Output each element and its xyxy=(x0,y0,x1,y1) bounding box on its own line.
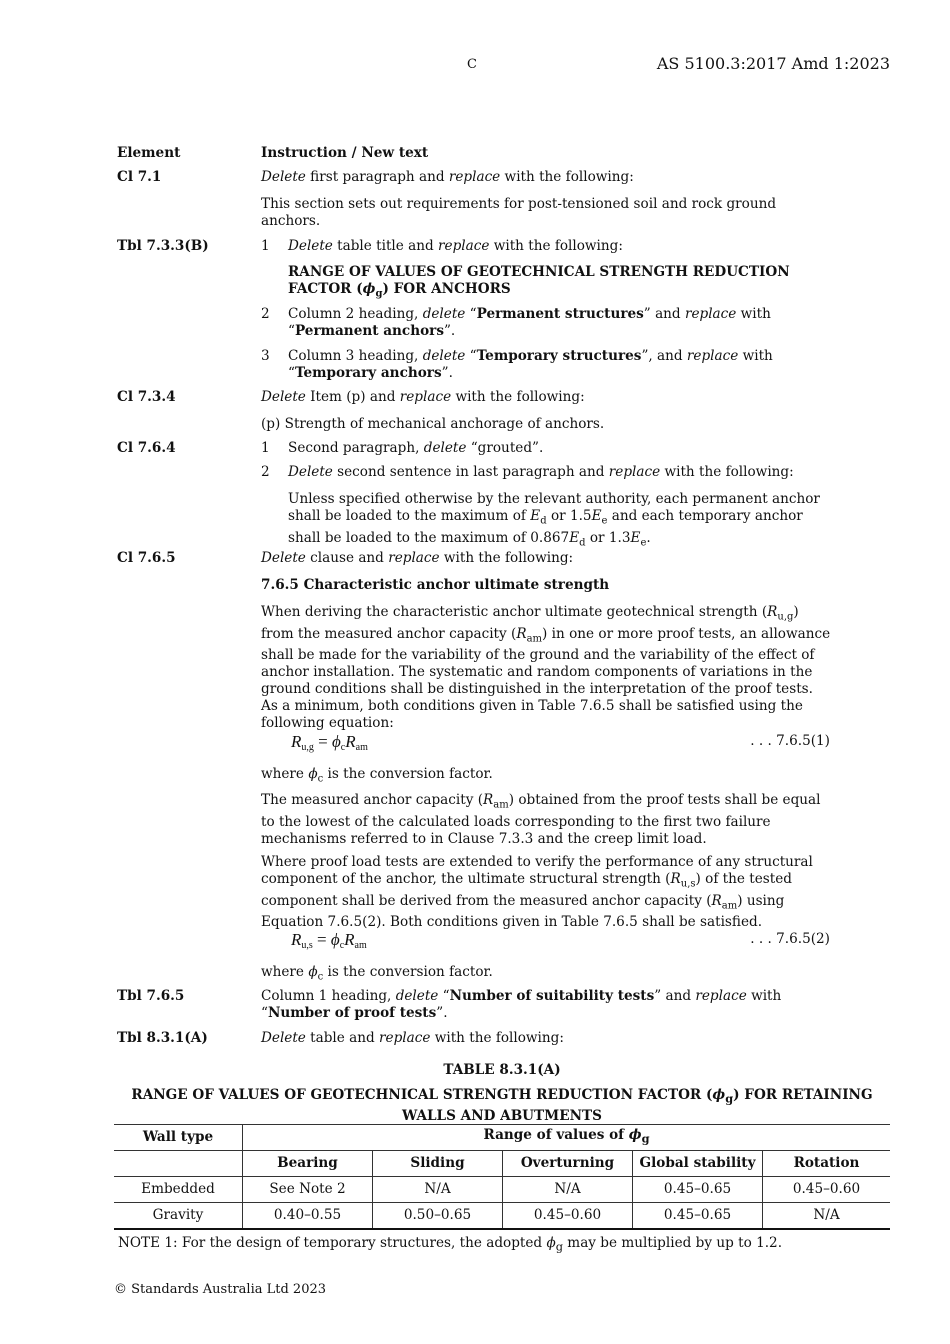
instruction-column-header: Instruction / New text xyxy=(261,145,429,161)
clause-paragraph: Where proof load tests are extended to verify the performance of any structural component of the anchor, the ultimate structural strength $(R_{u,s})$ of the tested component shall be derived from the measured anchor capacity $(R_{am})$ using Equation 7.6.5(2). Both conditions given in Table 7.6.5 shall be satisfied. xyxy=(261,854,813,931)
col-global-stability: Global stability xyxy=(633,1151,763,1177)
cell: 0.40–0.55 xyxy=(243,1203,373,1230)
cell: See Note 2 xyxy=(243,1177,373,1203)
page-letter: C xyxy=(467,57,477,72)
instruction-tbl-7-6-5: Column 1 heading, delete “Number of suitability tests” and replace with “Number of proof tests”. xyxy=(261,988,782,1021)
clause-paragraph: The measured anchor capacity $(R_{am})$ obtained from the proof tests shall be equal to the lowest of the calculated loads corresponding to the first two failure mechanisms referred to in Clause 7.3.3 and the creep limit load. xyxy=(261,792,821,847)
element-tbl-8-3-1a: Tbl 8.3.1(A) xyxy=(117,1030,208,1046)
copyright: © Standards Australia Ltd 2023 xyxy=(114,1282,327,1297)
where-text: where $\phi_c$ is the conversion factor. xyxy=(261,964,493,983)
col-range: Range of values of $\phi_g$ xyxy=(243,1125,891,1151)
element-tbl-7-6-5: Tbl 7.6.5 xyxy=(117,988,185,1004)
instruction-cl-7-6-5: Delete clause and replace with the following: xyxy=(261,550,574,566)
equation-7-6-5-1: Ru,g = ϕcRam xyxy=(291,732,368,753)
instruction-item: Second paragraph, delete “grouted”. xyxy=(288,440,544,456)
retaining-walls-table xyxy=(114,1124,890,1230)
cell-wall: Embedded xyxy=(141,1181,215,1197)
element-cl-7-3-4: Cl 7.3.4 xyxy=(117,389,176,405)
cell: 0.50–0.65 xyxy=(373,1203,503,1230)
col-rotation: Rotation xyxy=(763,1151,891,1177)
equation-7-6-5-2: Ru,s = ϕcRam xyxy=(291,930,367,951)
new-table-title: RANGE OF VALUES OF GEOTECHNICAL STRENGTH REDUCTION FACTOR $(\phi_g)$ FOR RETAINING WALLS AND ABUTMENTS xyxy=(131,1087,873,1124)
instruction-item: Column 2 heading, delete “Permanent structures” and replace with “Permanent anchors”. xyxy=(288,306,771,339)
list-number: 1 xyxy=(261,238,270,254)
new-table-number: TABLE 8.3.1(A) xyxy=(443,1062,561,1078)
element-column-header: Element xyxy=(117,145,181,161)
list-number: 2 xyxy=(261,306,270,322)
list-number: 1 xyxy=(261,440,270,456)
element-cl-7-1: Cl 7.1 xyxy=(117,169,162,185)
new-table-title: RANGE OF VALUES OF GEOTECHNICAL STRENGTH REDUCTION FACTOR $(\phi_g)$ FOR ANCHORS xyxy=(288,264,790,300)
equation-number: . . . 7.6.5(1) xyxy=(750,733,830,749)
clause-paragraph: When deriving the characteristic anchor ultimate geotechnical strength $(R_{u,g})$ from the measured anchor capacity $(R_{am})$ in one or more proof tests, an allowance shall be made for the variability of the ground and the variability of the effect of anchor installation. The systematic and random components of variations in the ground conditions shall be distinguished in the interpretation of the proof tests. As a minimum, both conditions given in Table 7.6.5 shall be satisfied using the following equation: xyxy=(261,604,831,732)
element-cl-7-6-5: Cl 7.6.5 xyxy=(117,550,176,566)
col-overturning: Overturning xyxy=(503,1151,633,1177)
element-tbl-7-3-3b: Tbl 7.3.3(B) xyxy=(117,238,209,254)
element-cl-7-6-4: Cl 7.6.4 xyxy=(117,440,176,456)
text-cl-7-6-4: Unless specified otherwise by the relevant authority, each permanent anchor shall be loaded to the maximum of $E_d$ or $1.5E_e$ and each temporary anchor shall be loaded to the maximum of $0.867E_d$ or $1.3E_e$. xyxy=(288,491,820,549)
col-wall-type: Wall type xyxy=(142,1129,214,1145)
cell: 0.45–0.65 xyxy=(633,1203,763,1230)
instruction-tbl-8-3-1a: Delete table and replace with the following: xyxy=(261,1030,564,1046)
list-number: 2 xyxy=(261,464,270,480)
cell: N/A xyxy=(763,1203,891,1230)
cell-wall: Gravity xyxy=(152,1207,204,1223)
where-text: where $\phi_c$ is the conversion factor. xyxy=(261,766,493,785)
table-row xyxy=(114,1177,890,1203)
cell: 0.45–0.65 xyxy=(633,1177,763,1203)
instruction-item: Delete second sentence in last paragraph and replace with the following: xyxy=(288,464,794,480)
text-cl-7-3-4: (p) Strength of mechanical anchorage of anchors. xyxy=(261,416,605,432)
instruction-item: Column 3 heading, delete “Temporary structures”, and replace with “Temporary anchors”. xyxy=(288,348,773,381)
col-sliding: Sliding xyxy=(373,1151,503,1177)
table-row xyxy=(114,1203,890,1230)
cell: 0.45–0.60 xyxy=(503,1203,633,1230)
text-cl-7-1: This section sets out requirements for post-tensioned soil and rock ground anchors. xyxy=(261,196,777,229)
cell: N/A xyxy=(503,1177,633,1203)
list-number: 3 xyxy=(261,348,270,364)
equation-number: . . . 7.6.5(2) xyxy=(750,931,830,947)
instruction-cl-7-3-4: Delete Item (p) and replace with the following: xyxy=(261,389,585,405)
cell: N/A xyxy=(373,1177,503,1203)
col-bearing: Bearing xyxy=(243,1151,373,1177)
document-id: AS 5100.3:2017 Amd 1:2023 xyxy=(656,54,890,73)
instruction-cl-7-1: Delete first paragraph and replace with the following: xyxy=(261,169,634,185)
clause-heading: 7.6.5 Characteristic anchor ultimate strength xyxy=(261,577,610,593)
instruction-item: Delete table title and replace with the following: xyxy=(288,238,623,254)
table-note: NOTE 1: For the design of temporary structures, the adopted $\phi_g$ may be multiplied by up to 1.2. xyxy=(118,1235,783,1254)
cell: 0.45–0.60 xyxy=(763,1177,891,1203)
